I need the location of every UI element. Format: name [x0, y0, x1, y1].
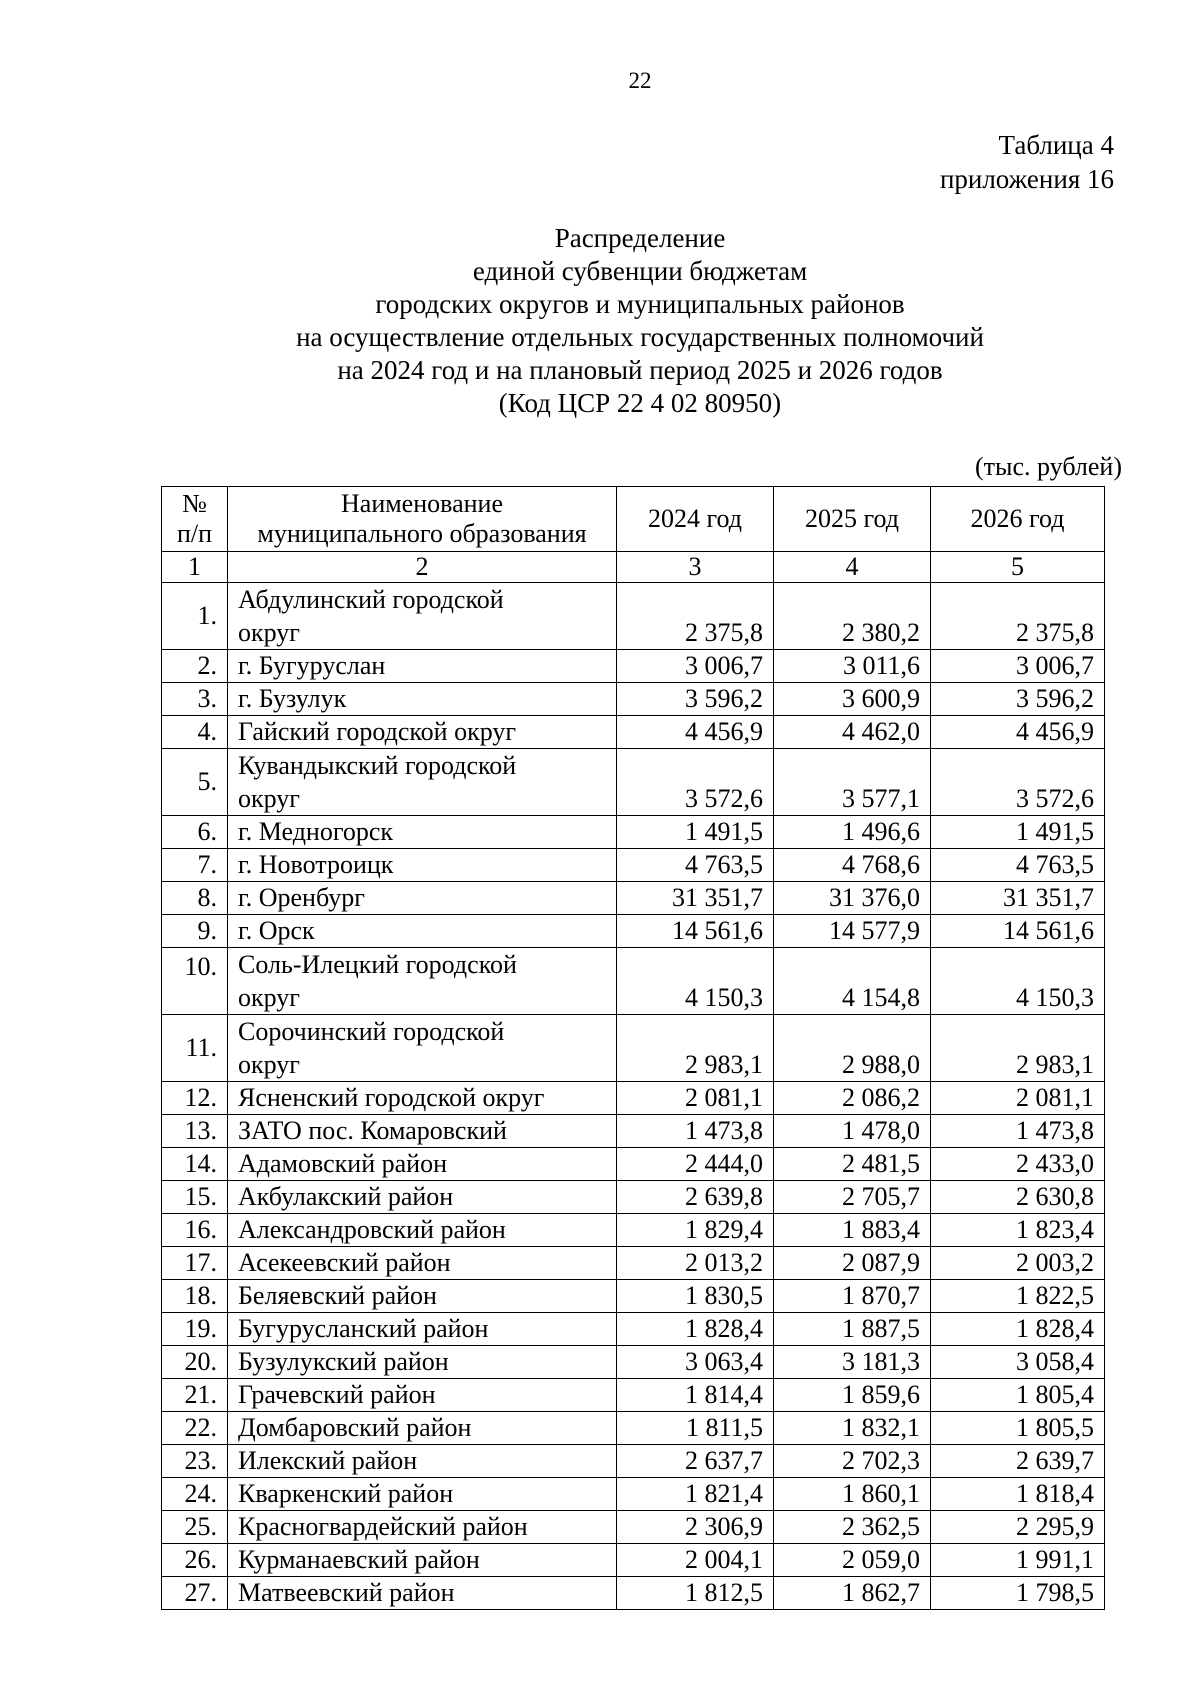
- municipality-name-line1: Акбулакский район: [238, 1182, 454, 1211]
- value-2024: 4 150,3: [617, 948, 774, 1015]
- municipality-name-line1: Грачевский район: [238, 1380, 436, 1409]
- municipality-name-line1: Сорочинский городской: [238, 1017, 505, 1046]
- value-2025: 3 600,9: [774, 683, 931, 716]
- municipality-name: [228, 1181, 617, 1214]
- units-label: (тыс. рублей): [974, 452, 1122, 481]
- row-number: 17.: [162, 1247, 228, 1280]
- table-row: [162, 948, 1105, 1015]
- document-title: [160, 222, 1120, 420]
- value-2025: 1 883,4: [774, 1214, 931, 1247]
- value-2025: 14 577,9: [774, 915, 931, 948]
- value-2025: 4 462,0: [774, 716, 931, 749]
- row-number: 11.: [162, 1015, 228, 1082]
- value-2026: 3 596,2: [931, 683, 1105, 716]
- municipality-name-line1: Адамовский район: [238, 1149, 447, 1178]
- value-2025: 1 860,1: [774, 1478, 931, 1511]
- table-body: [162, 583, 1105, 1610]
- value-2024: 1 821,4: [617, 1478, 774, 1511]
- municipality-name-line1: Илекский район: [238, 1446, 418, 1475]
- value-2025: 2 705,7: [774, 1181, 931, 1214]
- value-2024: 2 444,0: [617, 1148, 774, 1181]
- row-number: 10.: [162, 948, 228, 1015]
- row-number: 5.: [162, 749, 228, 816]
- value-2026: 1 818,4: [931, 1478, 1105, 1511]
- subvention-table: [161, 486, 1105, 1610]
- value-2026: 1 822,5: [931, 1280, 1105, 1313]
- table-row: [162, 583, 1105, 650]
- value-2024: 3 596,2: [617, 683, 774, 716]
- value-2024: 3 063,4: [617, 1346, 774, 1379]
- municipality-name: [228, 1280, 617, 1313]
- table-row: [162, 749, 1105, 816]
- value-2026: 2 295,9: [931, 1511, 1105, 1544]
- value-2024: 1 811,5: [617, 1412, 774, 1445]
- row-number: 18.: [162, 1280, 228, 1313]
- municipality-name: [228, 716, 617, 749]
- title-line-6: (Код ЦСР 22 4 02 80950): [498, 388, 782, 418]
- value-2026: 4 456,9: [931, 716, 1105, 749]
- municipality-name-line1: г. Медногорск: [238, 817, 394, 846]
- value-2025: 4 154,8: [774, 948, 931, 1015]
- value-2024: 2 306,9: [617, 1511, 774, 1544]
- row-number: 1.: [162, 583, 228, 650]
- table-row: [162, 1214, 1105, 1247]
- row-number: 13.: [162, 1115, 228, 1148]
- value-2026: 1 828,4: [931, 1313, 1105, 1346]
- municipality-name: [228, 1015, 617, 1082]
- municipality-name: [228, 1412, 617, 1445]
- row-number: 2.: [162, 650, 228, 683]
- value-2024: 4 456,9: [617, 716, 774, 749]
- municipality-name-line1: Бугурусланский район: [238, 1314, 489, 1343]
- municipality-name-line1: г. Оренбург: [238, 883, 365, 912]
- value-2026: 3 058,4: [931, 1346, 1105, 1379]
- municipality-name: [228, 1445, 617, 1478]
- value-2026: 2 003,2: [931, 1247, 1105, 1280]
- table-row: [162, 1511, 1105, 1544]
- municipality-name: [228, 583, 617, 650]
- value-2024: 2 004,1: [617, 1544, 774, 1577]
- municipality-name: [228, 882, 617, 915]
- value-2025: 1 862,7: [774, 1577, 931, 1610]
- value-2026: 1 491,5: [931, 816, 1105, 849]
- municipality-name: [228, 1313, 617, 1346]
- row-number: 14.: [162, 1148, 228, 1181]
- value-2024: 1 812,5: [617, 1577, 774, 1610]
- value-2024: 3 572,6: [617, 749, 774, 816]
- value-2025: 2 481,5: [774, 1148, 931, 1181]
- table-row: [162, 849, 1105, 882]
- page-number: 22: [628, 68, 652, 93]
- column-index: 3: [617, 552, 774, 583]
- value-2026: 4 763,5: [931, 849, 1105, 882]
- municipality-name: [228, 1247, 617, 1280]
- value-2025: 3 577,1: [774, 749, 931, 816]
- value-2024: 2 013,2: [617, 1247, 774, 1280]
- value-2024: 31 351,7: [617, 882, 774, 915]
- value-2026: 1 991,1: [931, 1544, 1105, 1577]
- row-number: 16.: [162, 1214, 228, 1247]
- row-number: 12.: [162, 1082, 228, 1115]
- table-row: [162, 1379, 1105, 1412]
- value-2025: 1 870,7: [774, 1280, 931, 1313]
- value-2025: 2 059,0: [774, 1544, 931, 1577]
- row-number: 22.: [162, 1412, 228, 1445]
- header-year-2026: 2026 год: [931, 487, 1105, 552]
- row-number: 27.: [162, 1577, 228, 1610]
- value-2024: 1 830,5: [617, 1280, 774, 1313]
- value-2026: 2 983,1: [931, 1015, 1105, 1082]
- row-number: 3.: [162, 683, 228, 716]
- municipality-name-line1: Бузулукский район: [238, 1347, 449, 1376]
- value-2025: 4 768,6: [774, 849, 931, 882]
- municipality-name-line1: Курманаевский район: [238, 1545, 480, 1574]
- municipality-name: [228, 1511, 617, 1544]
- table-row: [162, 716, 1105, 749]
- value-2026: 1 798,5: [931, 1577, 1105, 1610]
- table-row: [162, 1115, 1105, 1148]
- row-number: 26.: [162, 1544, 228, 1577]
- title-line-4: на осуществление отдельных государственных полномочий: [296, 322, 984, 352]
- value-2024: 2 081,1: [617, 1082, 774, 1115]
- value-2026: 14 561,6: [931, 915, 1105, 948]
- table-header-row: [162, 487, 1105, 552]
- value-2025: 1 478,0: [774, 1115, 931, 1148]
- value-2025: 2 086,2: [774, 1082, 931, 1115]
- row-number: 20.: [162, 1346, 228, 1379]
- value-2024: 4 763,5: [617, 849, 774, 882]
- value-2024: 14 561,6: [617, 915, 774, 948]
- header-name: [228, 487, 617, 552]
- column-index: 1: [162, 552, 228, 583]
- municipality-name-line1: г. Бузулук: [238, 684, 347, 713]
- value-2026: 2 630,8: [931, 1181, 1105, 1214]
- municipality-name-line1: Матвеевский район: [238, 1578, 455, 1607]
- header-number: [162, 487, 228, 552]
- table-row: [162, 1346, 1105, 1379]
- table-row: [162, 1412, 1105, 1445]
- table-row: [162, 1478, 1105, 1511]
- municipality-name: [228, 1115, 617, 1148]
- column-index: 5: [931, 552, 1105, 583]
- value-2026: 1 473,8: [931, 1115, 1105, 1148]
- municipality-name-line1: Кваркенский район: [238, 1479, 454, 1508]
- value-2026: 2 433,0: [931, 1148, 1105, 1181]
- title-line-2: единой субвенции бюджетам: [472, 256, 808, 286]
- municipality-name: [228, 915, 617, 948]
- municipality-name-line1: Александровский район: [238, 1215, 506, 1244]
- municipality-name-line1: Ясненский городской округ: [238, 1083, 545, 1112]
- row-number: 25.: [162, 1511, 228, 1544]
- municipality-name-line1: Красногвардейский район: [238, 1512, 528, 1541]
- municipality-name: [228, 1346, 617, 1379]
- municipality-name-line1: Гайский городской округ: [238, 717, 517, 746]
- table-row: [162, 1148, 1105, 1181]
- value-2026: 31 351,7: [931, 882, 1105, 915]
- municipality-name: [228, 683, 617, 716]
- value-2026: 3 006,7: [931, 650, 1105, 683]
- table-row: [162, 1280, 1105, 1313]
- header-number-line2: п/п: [176, 519, 213, 548]
- value-2025: 2 988,0: [774, 1015, 931, 1082]
- value-2025: 1 887,5: [774, 1313, 931, 1346]
- table-row: [162, 1445, 1105, 1478]
- header-year-2024: 2024 год: [617, 487, 774, 552]
- municipality-name: [228, 1379, 617, 1412]
- value-2025: 3 011,6: [774, 650, 931, 683]
- value-2025: 2 362,5: [774, 1511, 931, 1544]
- municipality-name-line1: г. Орск: [238, 916, 315, 945]
- value-2025: 1 496,6: [774, 816, 931, 849]
- municipality-name: [228, 948, 617, 1015]
- header-name-line2: муниципального образования: [257, 519, 587, 548]
- municipality-name: [228, 1478, 617, 1511]
- table-row: [162, 915, 1105, 948]
- value-2024: 2 375,8: [617, 583, 774, 650]
- value-2026: 1 805,4: [931, 1379, 1105, 1412]
- municipality-name-line2: округ: [238, 784, 300, 813]
- value-2026: 2 081,1: [931, 1082, 1105, 1115]
- row-number: 4.: [162, 716, 228, 749]
- row-number: 21.: [162, 1379, 228, 1412]
- table-row: [162, 1544, 1105, 1577]
- municipality-name-line1: г. Бугуруслан: [238, 651, 386, 680]
- municipality-name-line1: Абдулинский городской: [238, 585, 504, 614]
- value-2025: 2 702,3: [774, 1445, 931, 1478]
- title-line-5: на 2024 год и на плановый период 2025 и 2026 годов: [337, 355, 943, 385]
- municipality-name: [228, 1544, 617, 1577]
- value-2024: 1 829,4: [617, 1214, 774, 1247]
- row-number: 24.: [162, 1478, 228, 1511]
- municipality-name-line1: г. Новотроицк: [238, 850, 394, 879]
- value-2025: 1 832,1: [774, 1412, 931, 1445]
- municipality-name: [228, 1577, 617, 1610]
- row-number: 19.: [162, 1313, 228, 1346]
- header-year-2025: 2025 год: [774, 487, 931, 552]
- table-ref-line1: Таблица 4: [998, 130, 1114, 160]
- column-index-row: [162, 552, 1105, 583]
- municipality-name-line1: Беляевский район: [238, 1281, 437, 1310]
- value-2024: 2 983,1: [617, 1015, 774, 1082]
- value-2024: 1 828,4: [617, 1313, 774, 1346]
- table-row: [162, 683, 1105, 716]
- municipality-name-line1: Асекеевский район: [238, 1248, 451, 1277]
- municipality-name: [228, 1214, 617, 1247]
- header-name-line1: Наименование: [341, 489, 503, 518]
- row-number: 8.: [162, 882, 228, 915]
- value-2024: 1 491,5: [617, 816, 774, 849]
- row-number: 23.: [162, 1445, 228, 1478]
- table-reference: [940, 128, 1114, 196]
- table-row: [162, 1577, 1105, 1610]
- row-number: 7.: [162, 849, 228, 882]
- title-line-3: городских округов и муниципальных районов: [375, 289, 905, 319]
- table-row: [162, 1181, 1105, 1214]
- municipality-name-line1: Соль-Илецкий городской: [238, 950, 517, 979]
- municipality-name-line2: округ: [238, 983, 300, 1012]
- row-number: 9.: [162, 915, 228, 948]
- municipality-name-line1: Домбаровский район: [238, 1413, 472, 1442]
- value-2024: 1 814,4: [617, 1379, 774, 1412]
- municipality-name: [228, 749, 617, 816]
- municipality-name: [228, 1082, 617, 1115]
- table-row: [162, 816, 1105, 849]
- municipality-name-line1: ЗАТО пос. Комаровский: [238, 1116, 507, 1145]
- municipality-name: [228, 816, 617, 849]
- value-2025: 2 380,2: [774, 583, 931, 650]
- value-2026: 3 572,6: [931, 749, 1105, 816]
- row-number: 6.: [162, 816, 228, 849]
- value-2024: 1 473,8: [617, 1115, 774, 1148]
- municipality-name-line2: округ: [238, 618, 300, 647]
- municipality-name: [228, 1148, 617, 1181]
- value-2024: 2 637,7: [617, 1445, 774, 1478]
- column-index: 4: [774, 552, 931, 583]
- municipality-name-line2: округ: [238, 1050, 300, 1079]
- value-2024: 3 006,7: [617, 650, 774, 683]
- table-row: [162, 1082, 1105, 1115]
- value-2025: 2 087,9: [774, 1247, 931, 1280]
- table-row: [162, 1313, 1105, 1346]
- value-2026: 1 805,5: [931, 1412, 1105, 1445]
- value-2026: 1 823,4: [931, 1214, 1105, 1247]
- value-2026: 2 375,8: [931, 583, 1105, 650]
- table-row: [162, 1015, 1105, 1082]
- table-row: [162, 1247, 1105, 1280]
- municipality-name: [228, 650, 617, 683]
- value-2025: 31 376,0: [774, 882, 931, 915]
- value-2024: 2 639,8: [617, 1181, 774, 1214]
- value-2026: 2 639,7: [931, 1445, 1105, 1478]
- table-ref-line2: приложения 16: [939, 164, 1114, 194]
- title-line-1: Распределение: [554, 223, 726, 253]
- value-2026: 4 150,3: [931, 948, 1105, 1015]
- header-number-line1: №: [182, 489, 207, 518]
- table-row: [162, 650, 1105, 683]
- row-number: 15.: [162, 1181, 228, 1214]
- table-row: [162, 882, 1105, 915]
- municipality-name-line1: Кувандыкский городской: [238, 751, 517, 780]
- municipality-name: [228, 849, 617, 882]
- value-2025: 3 181,3: [774, 1346, 931, 1379]
- column-index: 2: [228, 552, 617, 583]
- value-2025: 1 859,6: [774, 1379, 931, 1412]
